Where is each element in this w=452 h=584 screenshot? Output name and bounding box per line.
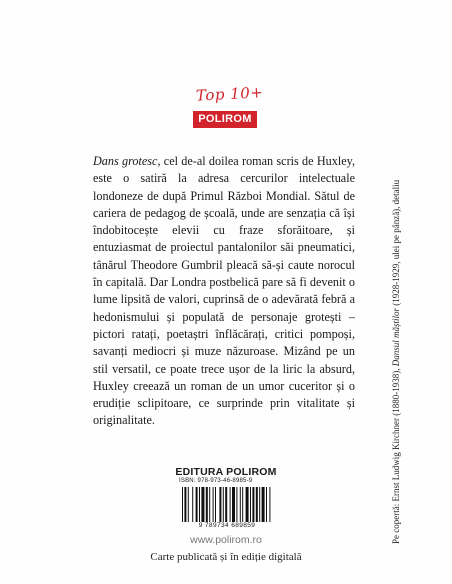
barcode-digits: 9 789734 689859 xyxy=(198,522,256,529)
cover-credit-prefix: Pe copertă: Ernst Ludwig Kirchner (1880-1938), xyxy=(391,366,401,544)
publisher-badge: POLIROM xyxy=(193,111,257,128)
book-title: Dans grotesc xyxy=(93,154,158,168)
website-link[interactable]: www.polirom.ro xyxy=(190,534,262,546)
publisher-name: EDITURA POLIROM xyxy=(175,466,277,478)
digital-edition-note: Carte publicată și în ediție digitală xyxy=(150,551,302,563)
isbn-number: ISBN: 978-973-46-8985-9 xyxy=(179,478,253,484)
blurb-paragraph xyxy=(93,153,355,430)
isbn-block xyxy=(179,478,275,530)
cover-credit-work: Dansul măștilor xyxy=(391,308,401,367)
blurb-text: , cel de-al doilea roman scris de Huxley, este o satiră la adresa cercurilor intelectuale londoneze de după Primul Război Mondial. Sătul de cariera de pedagog de școală, unde are senzația că își îndobitocește elevii cu fraze sforăitoare, și entuziasmat de proiectul pantalonilor săi pneumatici, tânărul Theodore Gumbril pleacă să-și caute norocul în capitală. Dar Londra postbelică pare să fi devenit o lume lipsită de valori, cuprinsă de o adevărată febră a hedonismului și populată de personaje grotești – pictori ratați, poetaștri înflăcărați, critici pompoși, savanți mediocri și muze năzuroase. Mizând pe un stil versatil, ce poate trece ușor de la liric la absurd, Huxley creează un roman de un umor cuceritor și o erudiție sclipitoare, ce surprinde prin vitalitate și originalitate. xyxy=(93,154,355,428)
cover-credit xyxy=(391,180,401,544)
cover-credit-suffix: (1928-1929, ulei pe pânză), detaliu xyxy=(391,179,401,309)
series-logo-top10: Top 10+ xyxy=(195,83,264,105)
barcode-icon xyxy=(182,487,272,522)
